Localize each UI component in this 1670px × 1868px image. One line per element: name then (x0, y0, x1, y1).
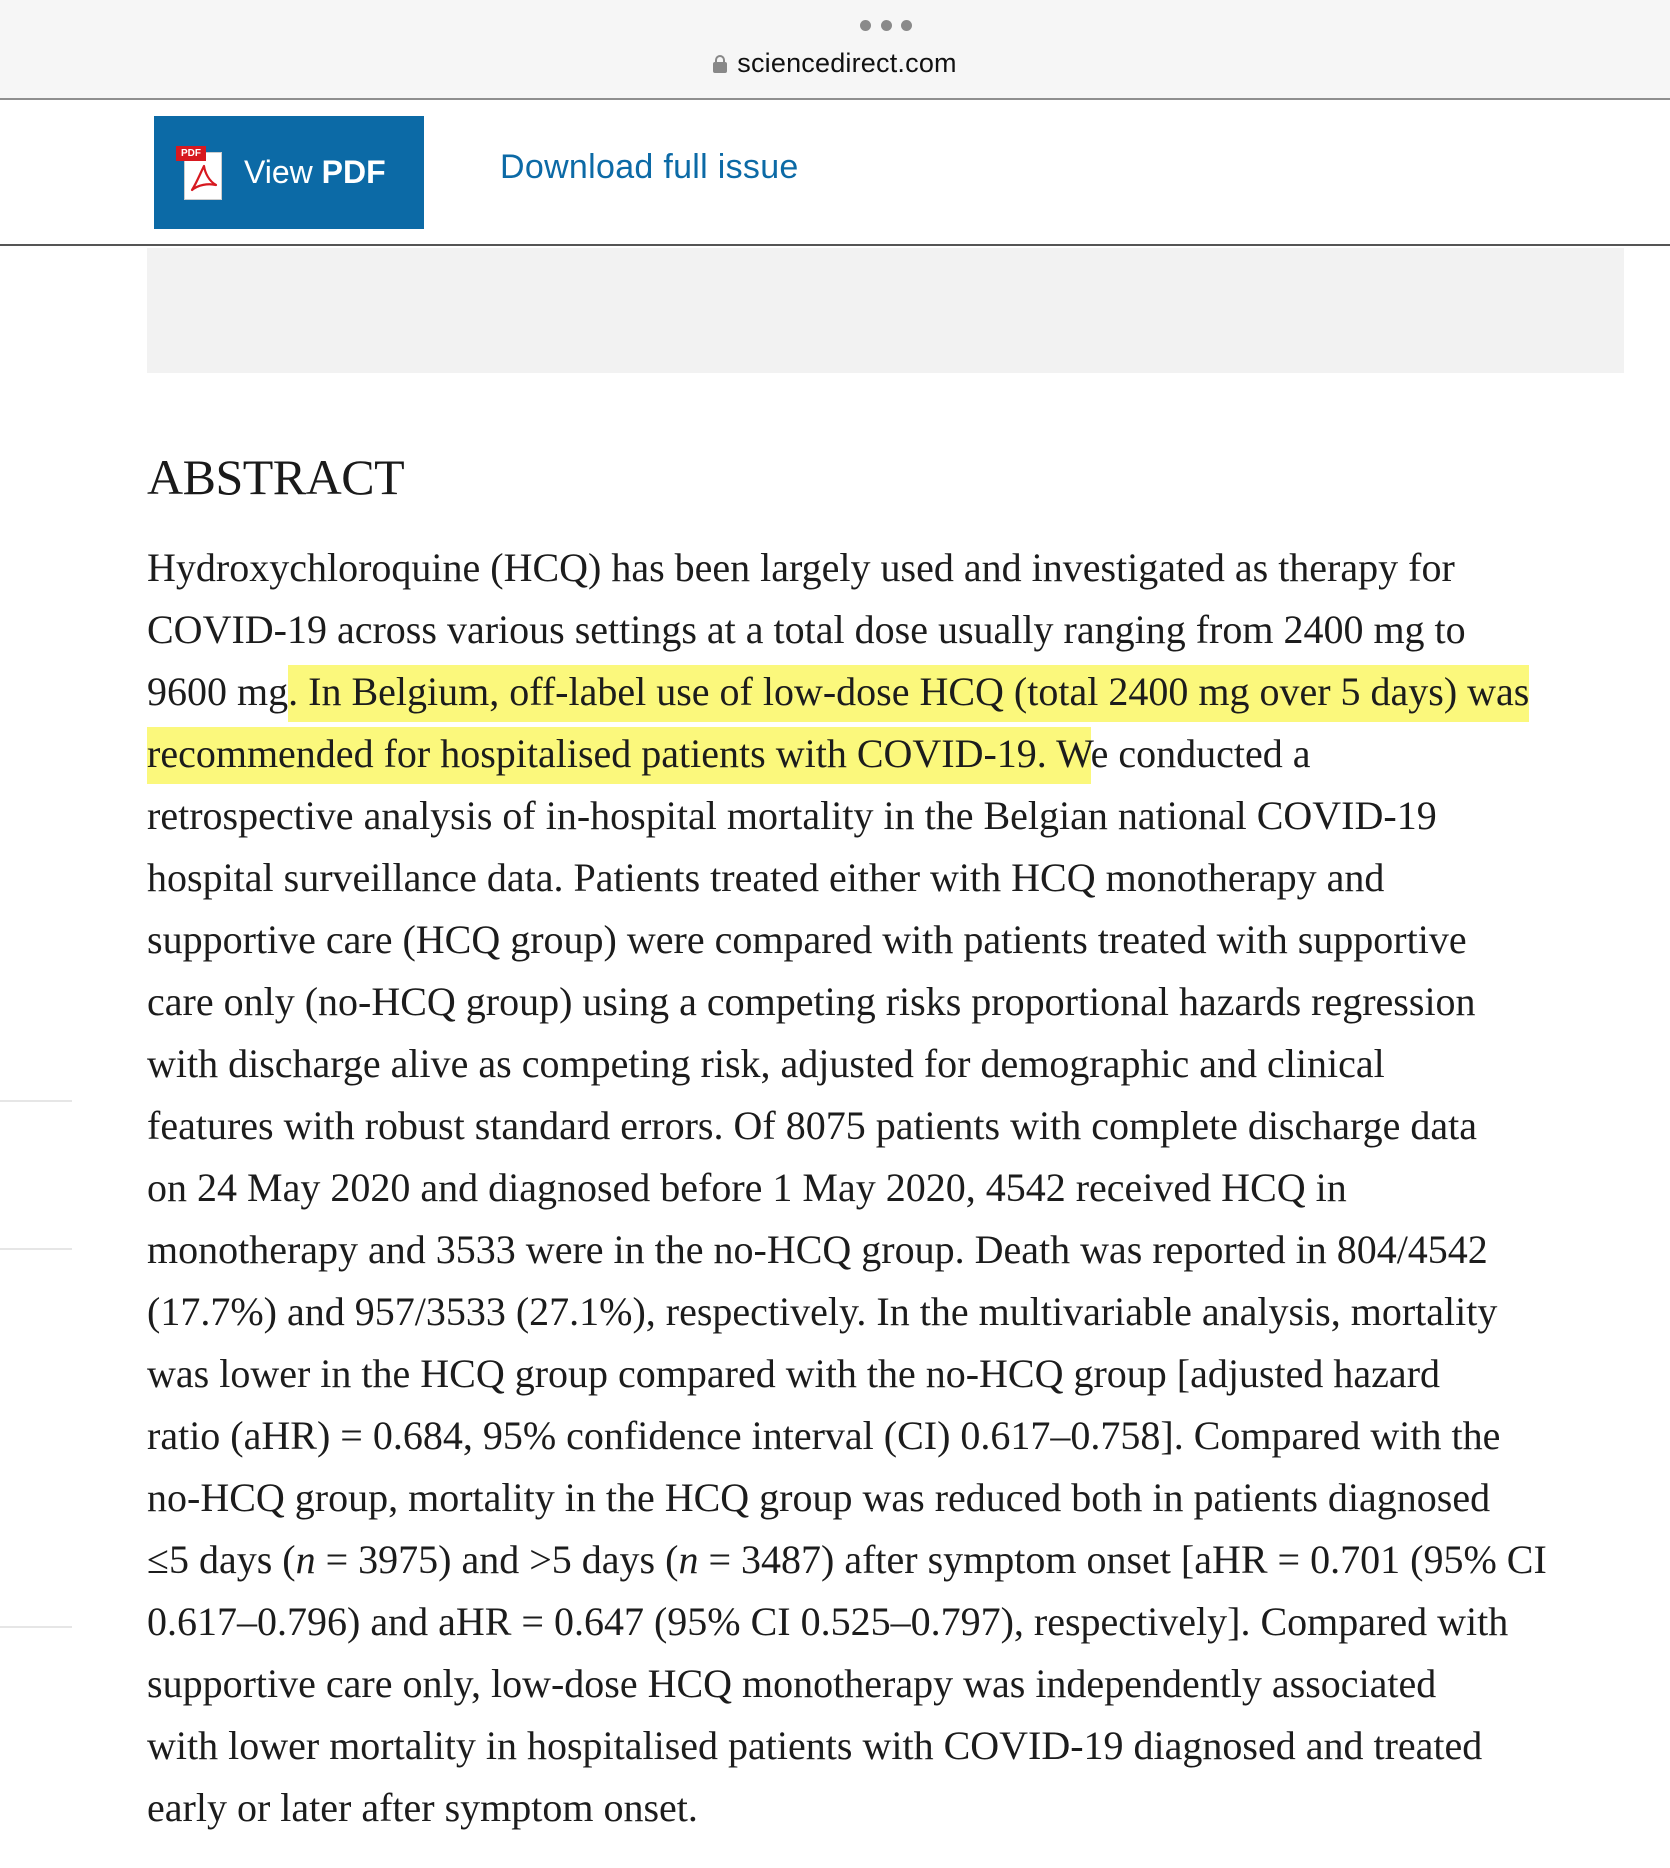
abstract-text: supportive care (HCQ group) were compared with patients treated with supportive (147, 917, 1467, 962)
abstract-text: was lower in the HCQ group compared with the no-HCQ group [adjusted hazard (147, 1351, 1441, 1396)
abstract-line (147, 661, 1637, 723)
download-full-issue-link[interactable]: Download full issue (500, 148, 799, 186)
pdf-file-icon: PDF (176, 146, 226, 200)
abstract-line (147, 723, 1637, 785)
abstract-text: (17.7%) and 957/3533 (27.1%), respectively. In the multivariable analysis, mortality (147, 1289, 1498, 1334)
abstract-text: e conducted a (1090, 731, 1311, 776)
abstract-line (147, 1591, 1637, 1653)
abstract-text: ratio (aHR) = 0.684, 95% confidence interval (CI) 0.617–0.758]. Compared with the (147, 1413, 1501, 1458)
abstract-text: Hydroxychloroquine (HCQ) has been largely used and investigated as therapy for (147, 545, 1455, 590)
margin-divider (0, 1626, 72, 1628)
abstract-line (147, 537, 1637, 599)
highlighted-text: recommended for hospitalised patients with COVID-19. W (147, 727, 1091, 784)
abstract-line (147, 599, 1637, 661)
abstract-text: COVID-19 across various settings at a total dose usually ranging from 2400 mg to (147, 607, 1466, 652)
browser-chrome (0, 0, 1670, 100)
abstract-text: 9600 mg (147, 669, 289, 714)
abstract-body (147, 537, 1637, 1839)
content-placeholder (147, 248, 1624, 373)
highlighted-text: . In Belgium, off-label use of low-dose HCQ (total 2400 mg over 5 days) was (288, 665, 1529, 722)
abstract-line (147, 1405, 1637, 1467)
abstract-line (147, 1281, 1637, 1343)
abstract-text: retrospective analysis of in-hospital mortality in the Belgian national COVID-19 (147, 793, 1437, 838)
abstract-line (147, 1219, 1637, 1281)
abstract-line (147, 1777, 1637, 1839)
abstract-line (147, 785, 1637, 847)
abstract-line (147, 1715, 1637, 1777)
margin-divider (0, 1100, 72, 1102)
abstract-heading: ABSTRACT (147, 449, 405, 505)
abstract-text: care only (no-HCQ group) using a competing risks proportional hazards regression (147, 979, 1476, 1024)
abstract-line (147, 1157, 1637, 1219)
abstract-text: with discharge alive as competing risk, adjusted for demographic and clinical (147, 1041, 1385, 1086)
abstract-text: supportive care only, low-dose HCQ monotherapy was independently associated (147, 1661, 1437, 1706)
abstract-line (147, 1529, 1637, 1591)
abstract-line (147, 847, 1637, 909)
abstract-text: monotherapy and 3533 were in the no-HCQ group. Death was reported in 804/4542 (147, 1227, 1488, 1272)
abstract-text: n (678, 1537, 699, 1582)
abstract-text: n (295, 1537, 316, 1582)
margin-divider (0, 1248, 72, 1250)
address-bar[interactable] (0, 48, 1670, 79)
abstract-line (147, 909, 1637, 971)
abstract-line (147, 1095, 1637, 1157)
abstract-text: ≤5 days ( (147, 1537, 296, 1582)
abstract-line (147, 1653, 1637, 1715)
abstract-line (147, 971, 1637, 1033)
abstract-line (147, 1343, 1637, 1405)
lock-icon (713, 55, 727, 73)
abstract-text: 0.617–0.796) and aHR = 0.647 (95% CI 0.525–0.797), respectively]. Compared with (147, 1599, 1509, 1644)
abstract-text: = 3487) after symptom onset [aHR = 0.701 (95% CI (698, 1537, 1547, 1582)
abstract-text: no-HCQ group, mortality in the HCQ group was reduced both in patients diagnosed (147, 1475, 1491, 1520)
abstract-text: early or later after symptom onset. (147, 1785, 698, 1830)
url-text: sciencedirect.com (737, 48, 957, 78)
abstract-text: hospital surveillance data. Patients treated either with HCQ monotherapy and (147, 855, 1385, 900)
abstract-text: = 3975) and >5 days ( (315, 1537, 679, 1582)
abstract-text: with lower mortality in hospitalised patients with COVID-19 diagnosed and treated (147, 1723, 1483, 1768)
abstract-line (147, 1467, 1637, 1529)
abstract-text: on 24 May 2020 and diagnosed before 1 May 2020, 4542 received HCQ in (147, 1165, 1347, 1210)
view-pdf-label: View PDF (244, 154, 386, 190)
abstract-text: features with robust standard errors. Of 8075 patients with complete discharge data (147, 1103, 1477, 1148)
article-toolbar (0, 100, 1670, 246)
abstract-line (147, 1033, 1637, 1095)
more-options-icon[interactable] (860, 18, 912, 32)
view-pdf-button[interactable] (154, 116, 424, 229)
